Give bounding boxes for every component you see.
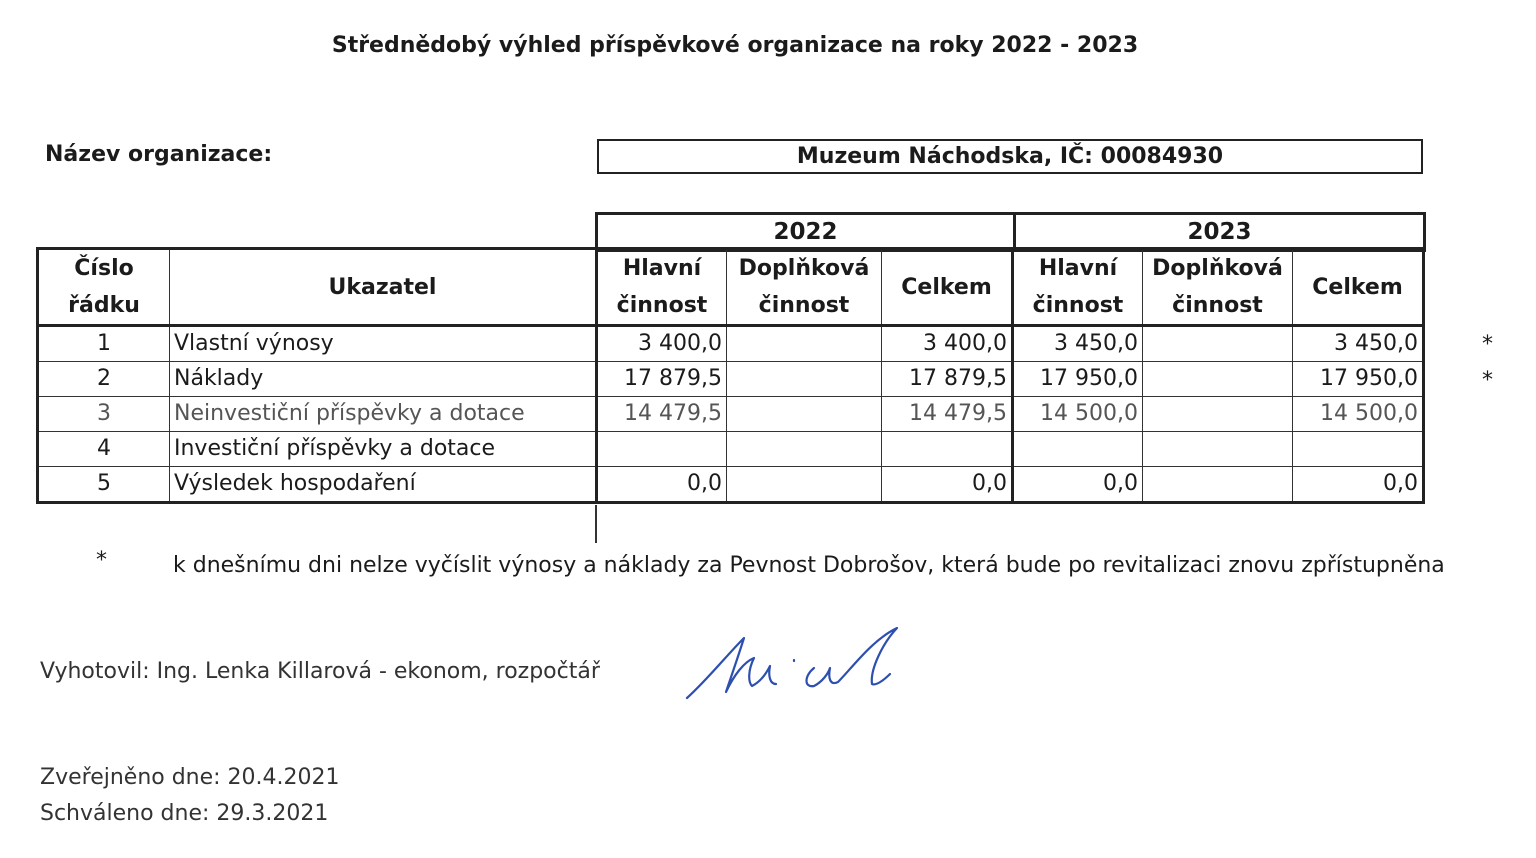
header-2022-supplementary: Doplňková činnost <box>727 249 882 326</box>
row-number: 1 <box>38 326 170 362</box>
header-indicator: Ukazatel <box>170 249 597 326</box>
cell-2023-main: 14 500,0 <box>1013 397 1143 432</box>
row-1-asterisk: * <box>1482 332 1493 357</box>
cell-2022-supplementary <box>727 397 882 432</box>
approved-date: Schváleno dne: 29.3.2021 <box>40 801 329 826</box>
year-header-row <box>595 212 1426 252</box>
table-header-row <box>38 249 1424 326</box>
cell-2022-main: 3 400,0 <box>597 326 727 362</box>
prepared-by: Vyhotovil: Ing. Lenka Killarová - ekonom, rozpočtář <box>40 659 600 684</box>
row-number: 4 <box>38 432 170 467</box>
row-label: Výsledek hospodaření <box>170 467 597 503</box>
row-label: Neinvestiční příspěvky a dotace <box>170 397 597 432</box>
organization-label: Název organizace: <box>45 142 273 167</box>
row-label: Vlastní výnosy <box>170 326 597 362</box>
cell-2022-main <box>597 432 727 467</box>
cell-2023-supplementary <box>1143 362 1293 397</box>
cell-2023-total: 14 500,0 <box>1293 397 1424 432</box>
cell-2023-main: 17 950,0 <box>1013 362 1143 397</box>
cell-2022-total <box>882 432 1013 467</box>
cell-2022-main: 0,0 <box>597 467 727 503</box>
header-2023-main: Hlavní činnost <box>1013 249 1143 326</box>
table-row <box>38 467 1424 503</box>
cell-2022-total: 0,0 <box>882 467 1013 503</box>
published-date: Zveřejněno dne: 20.4.2021 <box>40 765 340 790</box>
table-row <box>38 432 1424 467</box>
header-2022-main: Hlavní činnost <box>597 249 727 326</box>
cell-2022-main: 17 879,5 <box>597 362 727 397</box>
row-label: Náklady <box>170 362 597 397</box>
cell-2022-supplementary <box>727 432 882 467</box>
cell-2022-supplementary <box>727 362 882 397</box>
table-row <box>38 362 1424 397</box>
cell-2023-total <box>1293 432 1424 467</box>
year-2022-header: 2022 <box>598 215 1016 249</box>
year-2023-header: 2023 <box>1187 219 1252 245</box>
document-title: Střednědobý výhled příspěvkové organizace na roky 2022 - 2023 <box>331 33 1139 58</box>
footnote-text: k dnešnímu dni nelze vyčíslit výnosy a náklady za Pevnost Dobrošov, která bude po revitalizaci znovu zpřístupněna <box>173 553 1445 578</box>
divider-line <box>595 505 597 543</box>
cell-2023-total: 0,0 <box>1293 467 1424 503</box>
row-number: 5 <box>38 467 170 503</box>
cell-2023-total: 3 450,0 <box>1293 326 1424 362</box>
cell-2023-supplementary <box>1143 326 1293 362</box>
organization-name: Muzeum Náchodska, IČ: 00084930 <box>796 144 1224 169</box>
row-number: 3 <box>38 397 170 432</box>
cell-2023-supplementary <box>1143 397 1293 432</box>
header-2023-total: Celkem <box>1293 249 1424 326</box>
cell-2023-total: 17 950,0 <box>1293 362 1424 397</box>
cell-2023-main: 0,0 <box>1013 467 1143 503</box>
cell-2022-total: 17 879,5 <box>882 362 1013 397</box>
budget-table <box>36 247 1425 504</box>
cell-2023-supplementary <box>1143 432 1293 467</box>
cell-2022-total: 3 400,0 <box>882 326 1013 362</box>
cell-2022-total: 14 479,5 <box>882 397 1013 432</box>
cell-2023-main: 3 450,0 <box>1013 326 1143 362</box>
row-label: Investiční příspěvky a dotace <box>170 432 597 467</box>
organization-name-box <box>597 139 1423 174</box>
header-2022-total: Celkem <box>882 249 1013 326</box>
cell-2022-supplementary <box>727 326 882 362</box>
header-2023-supplementary: Doplňková činnost <box>1143 249 1293 326</box>
row-number: 2 <box>38 362 170 397</box>
table-row <box>38 326 1424 362</box>
footnote-mark: * <box>96 548 107 573</box>
row-2-asterisk: * <box>1482 368 1493 393</box>
signature-image <box>682 620 912 710</box>
cell-2022-supplementary <box>727 467 882 503</box>
cell-2022-main: 14 479,5 <box>597 397 727 432</box>
table-row <box>38 397 1424 432</box>
header-row-number: Číslo řádku <box>38 249 170 326</box>
cell-2023-main <box>1013 432 1143 467</box>
cell-2023-supplementary <box>1143 467 1293 503</box>
